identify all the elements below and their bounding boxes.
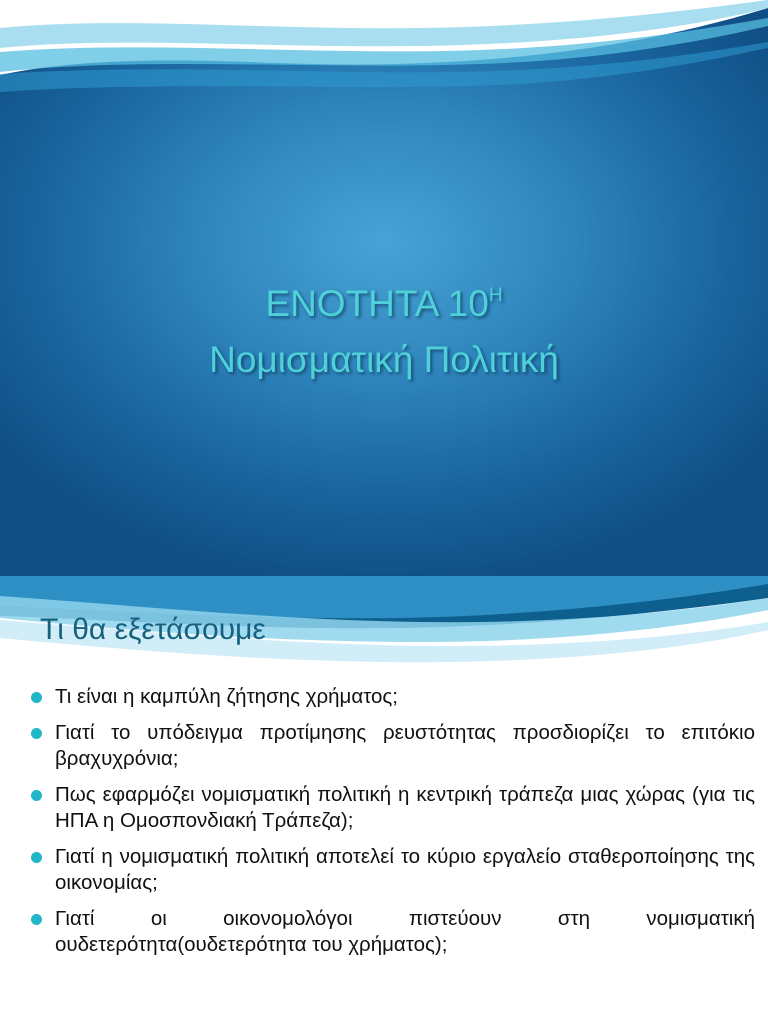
- slide-title: [0, 276, 768, 388]
- list-item: [28, 906, 755, 958]
- bullet-dot-icon: [31, 914, 42, 925]
- list-item: [28, 684, 755, 710]
- list-item: [28, 720, 755, 772]
- title-line-2: Νομισματική Πολιτική: [209, 339, 559, 380]
- title-superscript: Η: [488, 285, 503, 306]
- slide-heading: Τι θα εξετάσουμε: [40, 613, 266, 646]
- list-item: [28, 782, 755, 834]
- bullet-dot-icon: [31, 852, 42, 863]
- bullet-text: Γιατί η νομισματική πολιτική αποτελεί το κύριο εργαλείο σταθεροποίησης της οικονομίας;: [55, 845, 755, 894]
- bullet-dot-icon: [31, 728, 42, 739]
- bullet-dot-icon: [31, 692, 42, 703]
- bullet-text: Πως εφαρμόζει νομισματική πολιτική η κεντρική τράπεζα μιας χώρας (για τις ΗΠΑ η Ομοσπονδιακή Τράπεζα);: [55, 783, 755, 832]
- bullet-list: [28, 684, 755, 968]
- content-slide: [0, 576, 768, 1024]
- bullet-dot-icon: [31, 790, 42, 801]
- bullet-text: Τι είναι η καμπύλη ζήτησης χρήματος;: [55, 685, 398, 708]
- title-line-1: [0, 276, 768, 332]
- wave-decoration: [0, 0, 768, 110]
- list-item: [28, 844, 755, 896]
- title-main-text: ΕΝΟΤΗΤΑ 10: [265, 283, 489, 324]
- bullet-text: Γιατί οι οικονομολόγοι πιστεύουν στη νομισματική ουδετερότητα(ουδετερότητα του χρήματος);: [55, 907, 755, 956]
- bullet-text: Γιατί το υπόδειγμα προτίμησης ρευστότητας προσδιορίζει το επιτόκιο βραχυχρόνια;: [55, 721, 755, 770]
